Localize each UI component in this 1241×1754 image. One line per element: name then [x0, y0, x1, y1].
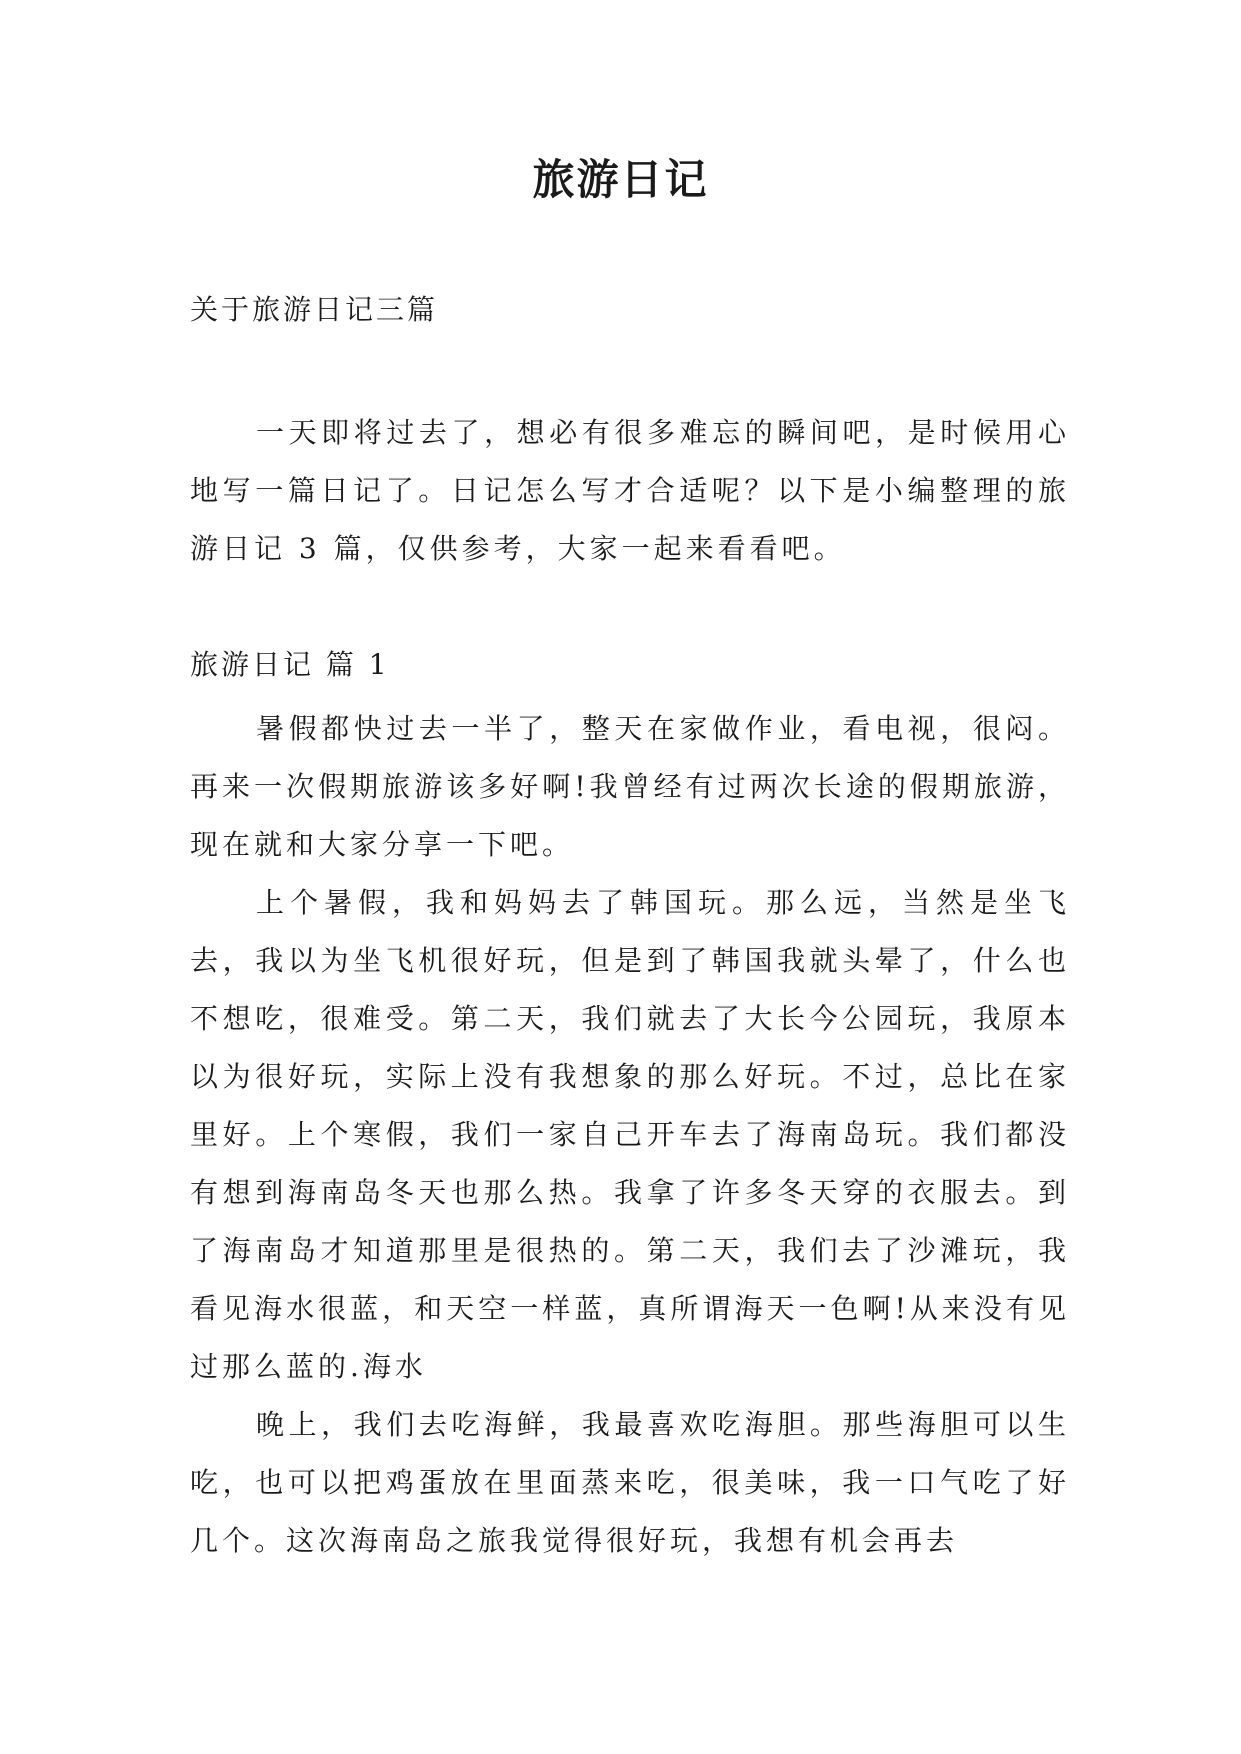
intro-paragraph: 一天即将过去了，想必有很多难忘的瞬间吧，是时候用心地写一篇日记了。日记怎么写才合适呢？以下是小编整理的旅游日记 3 篇，仅供参考，大家一起来看看吧。: [190, 416, 1070, 565]
body-paragraph-3: 晚上，我们去吃海鲜，我最喜欢吃海胆。那些海胆可以生吃，也可以把鸡蛋放在里面蒸来吃，很美味，我一口气吃了好几个。这次海南岛之旅我觉得很好玩，我想有机会再去: [190, 1408, 1070, 1557]
body-paragraph-1: 暑假都快过去一半了，整天在家做作业，看电视，很闷。再来一次假期旅游该多好啊!我曾经有过两次长途的假期旅游，现在就和大家分享一下吧。: [190, 712, 1070, 861]
body-paragraph-2: 上个暑假，我和妈妈去了韩国玩。那么远，当然是坐飞去，我以为坐飞机很好玩，但是到了韩国我就头晕了，什么也不想吃，很难受。第二天，我们就去了大长今公园玩，我原本以为很好玩，实际上没有我想象的那么好玩。不过，总比在家里好。上个寒假，我们一家自己开车去了海南岛玩。我们都没有想到海南岛冬天也那么热。我拿了许多冬天穿的衣服去。到了海南岛才知道那里是很热的。第二天，我们去了沙滩玩，我看见海水很蓝，和天空一样蓝，真所谓海天一色啊!从来没有见过那么蓝的.海水: [190, 886, 1070, 1383]
document-subtitle: 关于旅游日记三篇: [190, 293, 439, 326]
intro-section: [190, 404, 1070, 578]
document-title: 旅游日记: [532, 155, 709, 204]
section-heading: 旅游日记 篇 1: [190, 648, 390, 681]
diary-body: [190, 700, 1070, 1570]
